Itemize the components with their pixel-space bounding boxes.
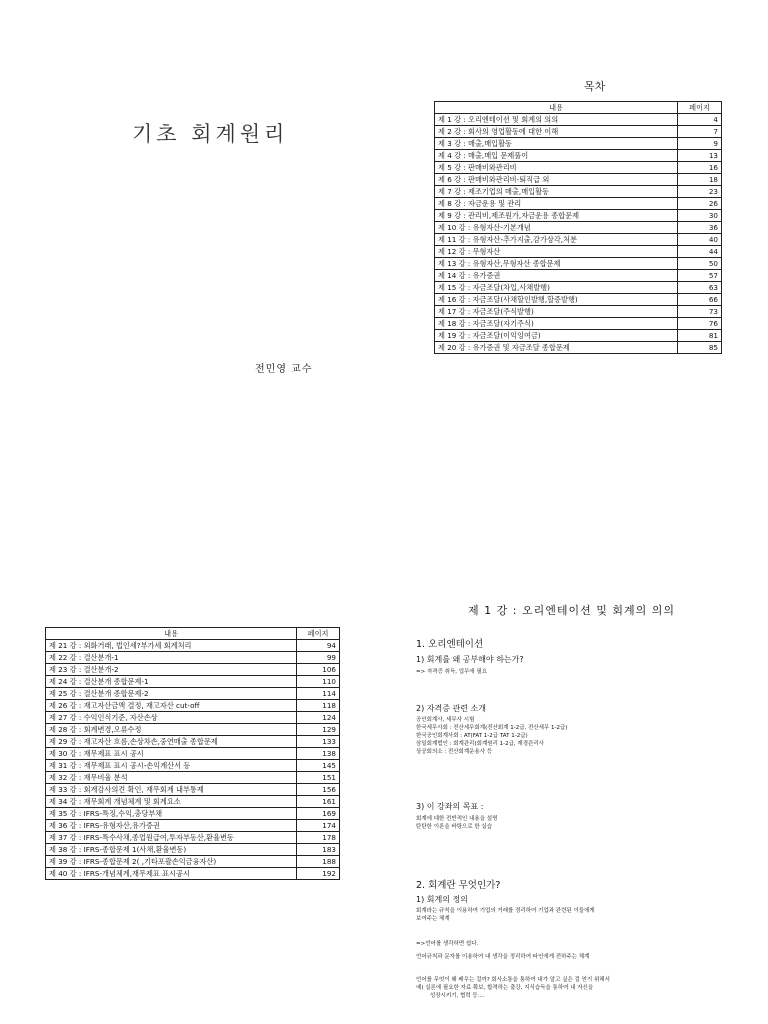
- toc-row: [46, 664, 340, 676]
- toc-row: [435, 246, 722, 258]
- toc-row-page: 50: [678, 258, 722, 270]
- toc-row: [46, 688, 340, 700]
- toc-row-content: 제 7 강 : 제조기업의 매출,매입활동: [435, 186, 678, 198]
- toc-row-content: 제 11 강 : 유형자산-추가지출,감가상각,처분: [435, 234, 678, 246]
- toc-row-content: 제 15 강 : 자금조달(차입,사채발행): [435, 282, 678, 294]
- toc-row-content: 제 14 강 : 유가증권: [435, 270, 678, 282]
- toc-row-page: 66: [678, 294, 722, 306]
- body-line: 회계에 대한 전반적인 내용을 설명: [416, 816, 498, 822]
- toc-header-page: 페이지: [297, 628, 340, 640]
- toc-row-page: 129: [297, 724, 340, 736]
- toc-row: [46, 760, 340, 772]
- toc-row: [435, 138, 722, 150]
- toc-row: [46, 832, 340, 844]
- toc-row: [435, 234, 722, 246]
- toc-row: [435, 186, 722, 198]
- body-text: => 자격증 취득, 업무에 필요: [416, 669, 488, 675]
- toc-row-content: 제 27 강 : 수익인식기준, 자산손상: [46, 712, 297, 724]
- toc-row: [435, 114, 722, 126]
- toc-row-page: 9: [678, 138, 722, 150]
- toc-row-content: 제 26 강 : 재고자산금액 결정, 재고자산 cut-off: [46, 700, 297, 712]
- toc-row: [435, 162, 722, 174]
- toc-row: [46, 712, 340, 724]
- toc-row: [46, 772, 340, 784]
- toc-row-content: 제 34 강 : 재무회계 개념체계 및 회계요소: [46, 796, 297, 808]
- toc-row: [435, 222, 722, 234]
- section-subheading: 1) 회계의 정의: [416, 895, 468, 904]
- toc-row: [46, 652, 340, 664]
- toc-row-page: 138: [297, 748, 340, 760]
- body-line: 보여주는 체계: [416, 916, 450, 922]
- toc-row-page: 7: [678, 126, 722, 138]
- toc-row: [46, 748, 340, 760]
- toc-row: [46, 736, 340, 748]
- toc-row-page: 36: [678, 222, 722, 234]
- body-line: 언어를 무엇이 왜 배우는 걸까? 회사소통을 통하여 내가 알고 싶은 걸 얻기 위해서: [416, 977, 610, 983]
- body-line: 성장시키기, 협력 등....: [430, 993, 485, 999]
- toc-row-content: 제 1 강 : 오리엔테이션 및 회계의 의의: [435, 114, 678, 126]
- toc-row-content: 제 30 강 : 재무제표 표시 공시: [46, 748, 297, 760]
- toc-row-content: 제 17 강 : 자금조달(주식발행): [435, 306, 678, 318]
- body-line: =>언어를 생각하면 쉽다.: [416, 941, 479, 947]
- toc-row: [435, 294, 722, 306]
- body-line: 회계라는 규칙을 이용하여 기업의 거래를 정리하여 기업과 관련된 이들에게: [416, 908, 595, 914]
- toc-row-page: 94: [297, 640, 340, 652]
- toc-row-page: 85: [678, 342, 722, 354]
- toc-row-page: 106: [297, 664, 340, 676]
- toc-row: [46, 724, 340, 736]
- toc-row: [435, 282, 722, 294]
- body-line: 탄탄한 이론을 바탕으로 한 실습: [416, 824, 493, 830]
- toc-row: [435, 270, 722, 282]
- toc-row-page: 73: [678, 306, 722, 318]
- section-heading: 2. 회계란 무엇인가?: [416, 880, 501, 891]
- toc-row-page: 30: [678, 210, 722, 222]
- toc-header-content: 내용: [435, 102, 678, 114]
- toc-row-page: 26: [678, 198, 722, 210]
- toc-row-content: 제 10 강 : 유형자산-기본개념: [435, 222, 678, 234]
- toc-table-part2: [45, 627, 340, 880]
- toc-row-content: 제 21 강 : 외화거래, 법인세?부가세 회계처리: [46, 640, 297, 652]
- toc-row: [46, 820, 340, 832]
- toc-row: [435, 318, 722, 330]
- toc-row-page: 133: [297, 736, 340, 748]
- toc-row-content: 제 2 강 : 회사의 영업활동에 대한 이해: [435, 126, 678, 138]
- toc-row-page: 76: [678, 318, 722, 330]
- toc-header-row: [435, 102, 722, 114]
- toc-header-page: 페이지: [678, 102, 722, 114]
- toc-row-page: 161: [297, 796, 340, 808]
- toc-row: [435, 342, 722, 354]
- toc-row-page: 13: [678, 150, 722, 162]
- toc-row: [435, 258, 722, 270]
- toc-row-content: 제 28 강 : 회계변경,오류수정: [46, 724, 297, 736]
- toc-row: [46, 676, 340, 688]
- toc-row-content: 제 23 강 : 결산분개-2: [46, 664, 297, 676]
- toc-row-content: 제 3 강 : 매출,매입활동: [435, 138, 678, 150]
- toc-row-content: 제 6 강 : 판매비와관리비-퇴직급 외: [435, 174, 678, 186]
- toc-row-page: 174: [297, 820, 340, 832]
- toc-row-page: 44: [678, 246, 722, 258]
- body-text-block: [416, 815, 497, 831]
- toc-row-content: 제 12 강 : 무형자산: [435, 246, 678, 258]
- body-line: 삼일회계법인 : 회계관리(회계원리 1-2급, 재경관리사: [416, 741, 544, 747]
- chapter-title: 제 1 강 : 오리엔테이션 및 회계의 의의: [468, 604, 675, 617]
- toc-row: [435, 330, 722, 342]
- section-subheading: 3) 이 강좌의 목표 :: [416, 802, 484, 811]
- body-line: 언어규칙과 문자를 이용하여 내 생각을 정리하여 타인에게 전하주는 체계: [416, 954, 590, 960]
- toc-header-content: 내용: [46, 628, 297, 640]
- body-text-block: [416, 976, 610, 1000]
- toc-row-content: 제 29 강 : 재고자산 흐름,손상차손,중연매출 종합문제: [46, 736, 297, 748]
- toc-row-page: 183: [297, 844, 340, 856]
- toc-row-page: 178: [297, 832, 340, 844]
- toc-row-page: 192: [297, 868, 340, 880]
- toc-row-page: 151: [297, 772, 340, 784]
- toc-header-row: [46, 628, 340, 640]
- body-text-block: [416, 716, 568, 756]
- section-subheading: 1) 회계를 왜 공부해야 하는가?: [416, 655, 524, 664]
- toc-row: [46, 784, 340, 796]
- toc-row-page: 118: [297, 700, 340, 712]
- body-line: 한국공인회계사회 : AT(FAT 1-2급 TAT 1-2급): [416, 733, 528, 739]
- toc-row-content: 제 37 강 : IFRS-특수사채,종업원급여,투자부동산,환율변동: [46, 832, 297, 844]
- toc-row-page: 40: [678, 234, 722, 246]
- toc-row-content: 제 18 강 : 자금조달(자기주식): [435, 318, 678, 330]
- toc-row: [46, 700, 340, 712]
- toc-row-page: 4: [678, 114, 722, 126]
- toc-row-content: 제 35 강 : IFRS-특징,수익,충당부채: [46, 808, 297, 820]
- toc-row: [435, 306, 722, 318]
- toc-row-content: 제 13 강 : 유형자산,무형자산 종합문제: [435, 258, 678, 270]
- toc-row-content: 제 20 강 : 유가증권 및 자금조달 종합문제: [435, 342, 678, 354]
- toc-row-page: 99: [297, 652, 340, 664]
- toc-row-content: 제 8 강 : 자금운용 및 관리: [435, 198, 678, 210]
- toc-row-content: 제 22 강 : 결산분개-1: [46, 652, 297, 664]
- body-text-block: [416, 907, 595, 923]
- toc-row-content: 제 39 강 : IFRS-종합문제 2( ,기타포괄손익금융자산): [46, 856, 297, 868]
- toc-table-part1: [434, 101, 722, 354]
- toc-row-content: 제 4 강 : 매출,매입 문제풀이: [435, 150, 678, 162]
- toc-row-content: 제 19 강 : 자금조달(이익잉여금): [435, 330, 678, 342]
- toc-row-page: 188: [297, 856, 340, 868]
- toc-row-content: 제 32 강 : 재무비율 분석: [46, 772, 297, 784]
- toc-row-content: 제 16 강 : 자금조달(사채할인발행,할증발행): [435, 294, 678, 306]
- toc-row: [435, 150, 722, 162]
- toc-row-content: 제 5 강 : 판매비와관리비: [435, 162, 678, 174]
- toc-row-page: 169: [297, 808, 340, 820]
- toc-row: [46, 868, 340, 880]
- toc-row-page: 18: [678, 174, 722, 186]
- document-title: 기초 회계원리: [132, 122, 289, 146]
- section-heading: 1. 오리엔테이션: [416, 639, 484, 650]
- toc-row-content: 제 38 강 : IFRS-종합문제 1(사채,환율변동): [46, 844, 297, 856]
- toc-row-page: 124: [297, 712, 340, 724]
- toc-row: [435, 126, 722, 138]
- toc-row: [435, 198, 722, 210]
- body-line: 한국세무사회 : 전산세무회계(전산회계 1-2급, 전산세무 1-2급): [416, 725, 568, 731]
- toc-row-content: 제 36 강 : IFRS-유형자산,유가증권: [46, 820, 297, 832]
- toc-row-page: 114: [297, 688, 340, 700]
- toc-row: [46, 856, 340, 868]
- section-subheading: 2) 자격증 관련 소개: [416, 704, 486, 713]
- body-line: 상공회의소 : 전산회계운용사 등: [416, 749, 493, 755]
- toc-row: [46, 808, 340, 820]
- toc-row-content: 제 31 강 : 재무제표 표시 공시-손익계산서 등: [46, 760, 297, 772]
- toc-row-page: 57: [678, 270, 722, 282]
- toc-row: [435, 210, 722, 222]
- toc-row-page: 63: [678, 282, 722, 294]
- toc-title: 목차: [584, 80, 606, 93]
- body-line: 공인회계사, 세무사 시험: [416, 717, 475, 723]
- toc-row-content: 제 40 강 : IFRS-개념체계,재무제표 표시공시: [46, 868, 297, 880]
- toc-row-page: 110: [297, 676, 340, 688]
- toc-row-page: 81: [678, 330, 722, 342]
- toc-row-content: 제 9 강 : 관리비,제조원가,자금운용 종합문제: [435, 210, 678, 222]
- author-name: 전민영 교수: [255, 364, 313, 375]
- toc-row-content: 제 33 강 : 회계감사의견 확인, 재무회계 내부통제: [46, 784, 297, 796]
- toc-row: [46, 844, 340, 856]
- toc-row-page: 156: [297, 784, 340, 796]
- toc-row: [46, 796, 340, 808]
- toc-row: [46, 640, 340, 652]
- toc-row-page: 23: [678, 186, 722, 198]
- body-line: 예) 실론에 필요한 자료 확보, 합격하는 출강, 지식습득을 통하여 내 자신을: [416, 985, 594, 991]
- toc-row-page: 145: [297, 760, 340, 772]
- toc-row: [435, 174, 722, 186]
- toc-row-page: 16: [678, 162, 722, 174]
- toc-row-content: 제 25 강 : 결산분개 종합문제-2: [46, 688, 297, 700]
- toc-row-content: 제 24 강 : 결산분개 종합문제-1: [46, 676, 297, 688]
